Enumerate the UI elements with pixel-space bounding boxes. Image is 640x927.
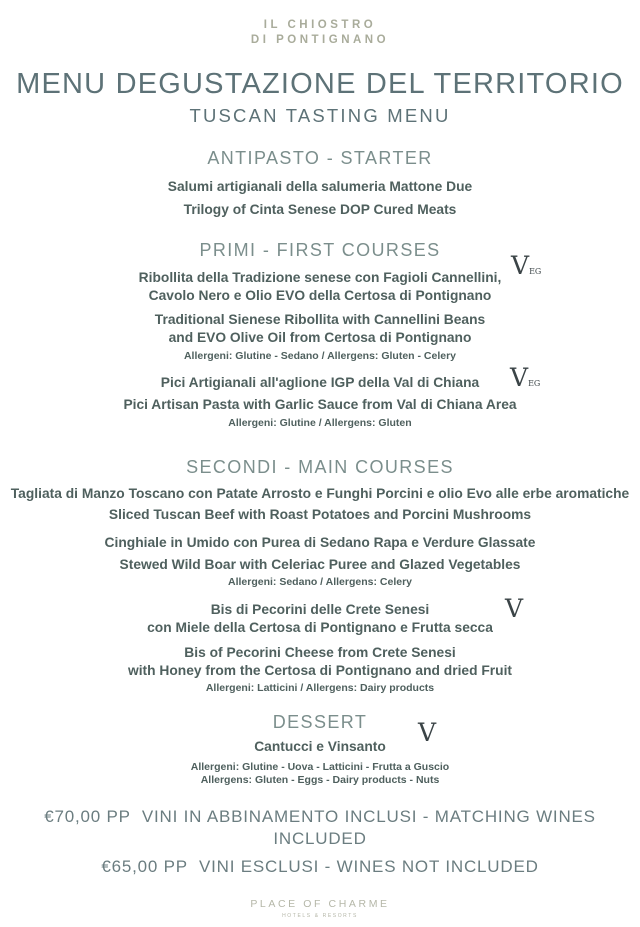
dish-salumi <box>0 178 640 219</box>
allergen-note: Allergeni: Sedano / Allergens: Celery <box>228 576 412 588</box>
dish-name-it: Cantucci e Vinsanto <box>254 739 386 754</box>
dish-name-it: Salumi artigianali della salumeria Mattone Due <box>167 179 473 194</box>
section-header-primi: PRIMI - FIRST COURSES <box>199 240 441 260</box>
dish-name-en: Trilogy of Cinta Senese DOP Cured Meats <box>183 202 457 217</box>
footer-tagline: HOTELS & RESORTS <box>282 913 358 919</box>
dish-name-en: Traditional Sienese Ribollita with Cannellini Beans <box>154 312 486 327</box>
dish-pecorini <box>0 594 640 695</box>
dish-name-en: Pici Artisan Pasta with Garlic Sauce from Val di Chiana Area <box>123 397 517 412</box>
allergen-note: Allergeni: Glutine - Uova - Latticini - Frutta a Guscio <box>190 761 450 773</box>
allergen-note: Allergens: Gluten - Eggs - Dairy products - Nuts <box>200 774 440 786</box>
footer-brand: PLACE OF CHARME <box>250 898 390 910</box>
logo-line-1: IL CHIOSTRO <box>263 19 377 31</box>
dish-name-en: with Honey from the Certosa di Pontignano and dried Fruit <box>127 663 513 678</box>
footer-logo <box>0 898 640 920</box>
dish-name-it: Bis di Pecorini delle Crete Senesi <box>210 602 430 617</box>
section-header-antipasto: ANTIPASTO - STARTER <box>207 148 433 168</box>
logo-line-2: DI PONTIGNANO <box>250 34 390 46</box>
menu-page <box>0 18 640 927</box>
page-subtitle: TUSCAN TASTING MENU <box>189 105 451 126</box>
page-title: MENU DEGUSTAZIONE DEL TERRITORIO <box>16 68 624 100</box>
vegetarian-icon: V <box>505 594 524 623</box>
dish-name-en: Stewed Wild Boar with Celeriac Puree and Glazed Vegetables <box>119 557 521 572</box>
allergen-note: Allergeni: Latticini / Allergens: Dairy products <box>205 682 435 694</box>
dish-name-en: Sliced Tuscan Beef with Roast Potatoes and Porcini Mushrooms <box>108 507 532 522</box>
restaurant-logo <box>0 18 640 48</box>
dish-name-it: Tagliata di Manzo Toscano con Patate Arrosto e Funghi Porcini e olio Evo alle erbe aromatiche <box>10 486 630 501</box>
dish-name-it: con Miele della Certosa di Pontignano e Frutta secca <box>147 620 493 635</box>
allergen-note: Allergeni: Glutine / Allergens: Gluten <box>228 417 412 429</box>
price-line-wines-excluded: €65,00 PP VINI ESCLUSI - WINES NOT INCLUDED <box>101 857 539 876</box>
dish-name-en: Bis of Pecorini Cheese from Crete Senesi <box>184 645 456 660</box>
dish-cinghiale <box>0 534 640 589</box>
section-header-dessert: DESSERT <box>272 712 368 732</box>
dish-name-it: Ribollita della Tradizione senese con Fagioli Cannellini, <box>138 270 502 285</box>
dish-name-it: Cinghiale in Umido con Purea di Sedano Rapa e Verdure Glassate <box>104 535 536 550</box>
dish-pici <box>0 363 640 430</box>
section-header-secondi: SECONDI - MAIN COURSES <box>186 457 454 477</box>
vegetarian-icon: V <box>418 718 437 747</box>
dish-name-it: Pici Artigianali all'aglione IGP della Val di Chiana <box>160 375 480 390</box>
dish-ribollita <box>0 251 640 363</box>
price-line-wines-included: €70,00 PP VINI IN ABBINAMENTO INCLUSI - MATCHING WINES INCLUDED <box>44 807 596 848</box>
dish-name-it: Cavolo Nero e Olio EVO della Certosa di Pontignano <box>148 288 492 303</box>
dish-tagliata <box>0 485 640 524</box>
veg-icon: VEG <box>511 251 542 280</box>
dish-name-en: and EVO Olive Oil from Certosa di Pontignano <box>168 330 472 345</box>
veg-icon: VEG <box>510 363 541 392</box>
allergen-note: Allergeni: Glutine - Sedano / Allergens: Gluten - Celery <box>183 350 457 362</box>
